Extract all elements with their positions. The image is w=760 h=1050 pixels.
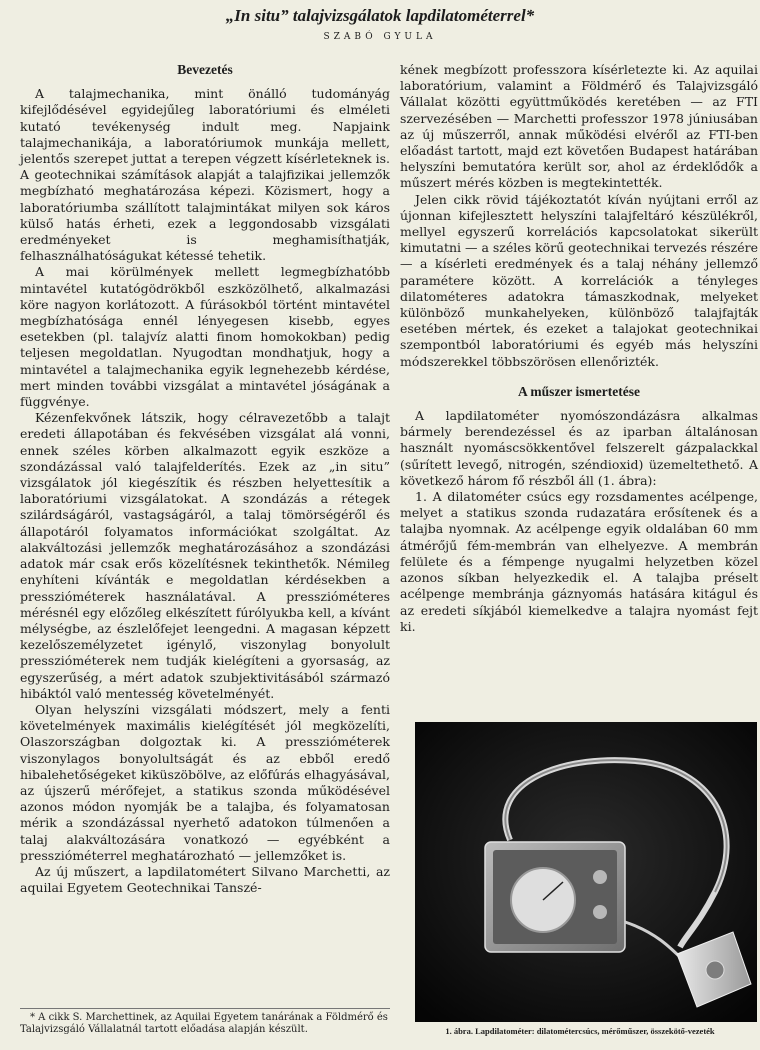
paragraph: Az új műszert, a lapdilatométert Silvano Marchetti, az aquilai Egyetem Geotechnikai Tanszé- [20,863,390,896]
footnote [20,1008,390,1036]
figure-caption: 1. ábra. Lapdilatométer: dilatométercsúcs, mérőműszer, összekötő-vezeték [445,1026,715,1036]
left-column [20,62,390,896]
paragraph: Kézenfekvőnek látszik, hogy célravezetőbb a talajt eredeti állapotában és fekvésében vizsgálat alá vonni, ennek széles körben alkalmazott egyik eszköze a szondázással való talajfelderítés. Ezek az „in situ” vizsgálatok jól kiegészítik és részben helyettesítik a laboratóriumi vizsgálatokat. A szondázás a rétegek szilárdságáról, vastagságáról, a talaj tömörségéről és állapotáról folyamatos információkat szolgáltat. Az alakváltozási jellemzők meghatározásához a szondázási adatok már csak erős közelítésnek tekinthetők. Némileg enyhíteni kívánták e megoldatlan kérdésekben a presszióméterek használatával. A presszióméteres mérésnél egy előzőleg elkészített fúrólyukba kell, a kívánt mélységbe, az észlelőfejet leengedni. A magasan képzett kezelőszemélyzetet igénylő, viszonylag bonyolult presszióméterek nem tudják kielégíteni a gyorsaság, az egyszerűség, a mért adatok szubjektivitásából származó hibáktól való mentesség követelményét. [20,410,390,701]
paragraph: A lapdilatométer nyomószondázásra alkalmas bármely berendezéssel és az iparban általánosan használt nyomáscsökkentővel felszerelt gázpalackkal (sűrített levegő, nitrogén, széndioxid) üzemeltethető. A következő három fő részből áll (1. ábra): [400,408,758,488]
section-heading-intro: Bevezetés [177,62,233,77]
article-title: „In situ” talajvizsgálatok lapdilatométerrel* [225,6,535,25]
paragraph: A talajmechanika, mint önálló tudományág kifejlődésével egyidejűleg laboratóriumi és elméleti kutató tevékenység indult meg. Napjaink talajmechanikája, a laboratóriumok munkája mellett, jelentős szerepet juttat a terepen végzett kísérleteknek is. A geotechnikai számítások alapját a talajfizikai jellemzők megbízható meghatározása képezi. Közismert, hogy a laboratóriumba szállított talajmintákat milyen sok káros külső hatás érheti, ezek a leggondosabb vizsgálati eredményeket is meghamisíthatják, felhasználhatóságukat kétessé tehetik. [20,86,390,264]
figure-photo [415,722,757,1022]
footnote-text: * A cikk S. Marchettinek, az Aquilai Egyetem tanárának a Földmérő és Talajvizsgáló Vállalatnál tartott előadása alapján készült. [20,1012,388,1035]
paragraph: A mai körülmények mellett legmegbízhatóbb mintavétel kutatógödrökből eszközölhető, alkalmazási köre nagyon korlátozott. A fúrásokból történt mintavétel megbízhatósága ennél lényegesen kisebb, egyes esetekben (pl. talajvíz alatti finom homokokban) pedig teljesen megoldatlan. Nyugodtan mondhatjuk, hogy a mintavétel a talajmechanika egyik legnehezebb kérdése, mert minden további vizsgálat a mintavétel jóságának a függvénye. [20,264,390,410]
paragraph: Olyan helyszíni vizsgálati módszert, mely a fenti követelmények maximális kielégítését jól megközelíti, Olaszországban dolgoztak ki. A presszióméterek viszonylagos bonyolultságát és az ebből eredő hibalehetőségeket kiküszöbölve, az előfúrás elhagyásával, az újszerű mérőfejet, a statikus szonda működésével azonos módon nyomják be a talajba, és folyamatosan mérik a szondázással nyerhető adatokon túlmenően a talaj alakváltozására vonatkozó — egyébként a presszióméterrel meghatározható — jellemzőket is. [20,701,390,863]
right-column [400,62,758,635]
article-author: SZABÓ GYULA [323,32,437,42]
paragraph: Jelen cikk rövid tájékoztatót kíván nyújtani erről az újonnan kifejlesztett helyszíni talajfeltáró készülékről, mellyel egyszerű korrelációs kapcsolatokat sikerült kimutatni — a széles körű geotechnikai tervezés részére — a kísérleti eredmények és a talaj néhány jellemző paramétere között. A korrelációk a tényleges dilatométeres adatokra támaszkodnak, melyeket különböző munkahelyeken, különböző talajfajták esetében mértek, és ezeket a talajokat geotechnikai szempontból laboratóriumi és egyéb más helyszíni módszerekkel többszörösen ellenőrizték. [400,191,758,369]
paragraph: 1. A dilatométer csúcs egy rozsdamentes acélpenge, melyet a statikus szonda rudazatára erősítenek és a talajba nyomnak. Az acélpenge egyik oldalában 60 mm átmérőjű fém-membrán van elhelyezve. A membrán felülete és a fémpenge nyugalmi helyzetben közel azonos síkban helyezkedik el. A talajba préselt acélpenge membránja gáznyomás hatására kitágul és az eredeti síkjából kiemelkedve a talajra nyomást fejt ki. [400,489,758,634]
section-heading-instrument: A műszer ismertetése [518,383,640,399]
paragraph: kének megbízott professzora kísérletezte ki. Az aquilai laboratórium, valamint a Földmérő és Talajvizsgáló Vállalat közötti együttműködés keretében — az FTI szervezésében — Marchetti professzor 1978 júniusában az új műszerről, annak működési elvéről az FTI-ben előadást tartott, majd ezt követően Budapest határában helyszíni bemutatóra került sor, ahol az érdeklődők a műszert mérés közben is megtekintették. [400,62,758,191]
dilatometer-photo-illustration [415,722,757,1022]
